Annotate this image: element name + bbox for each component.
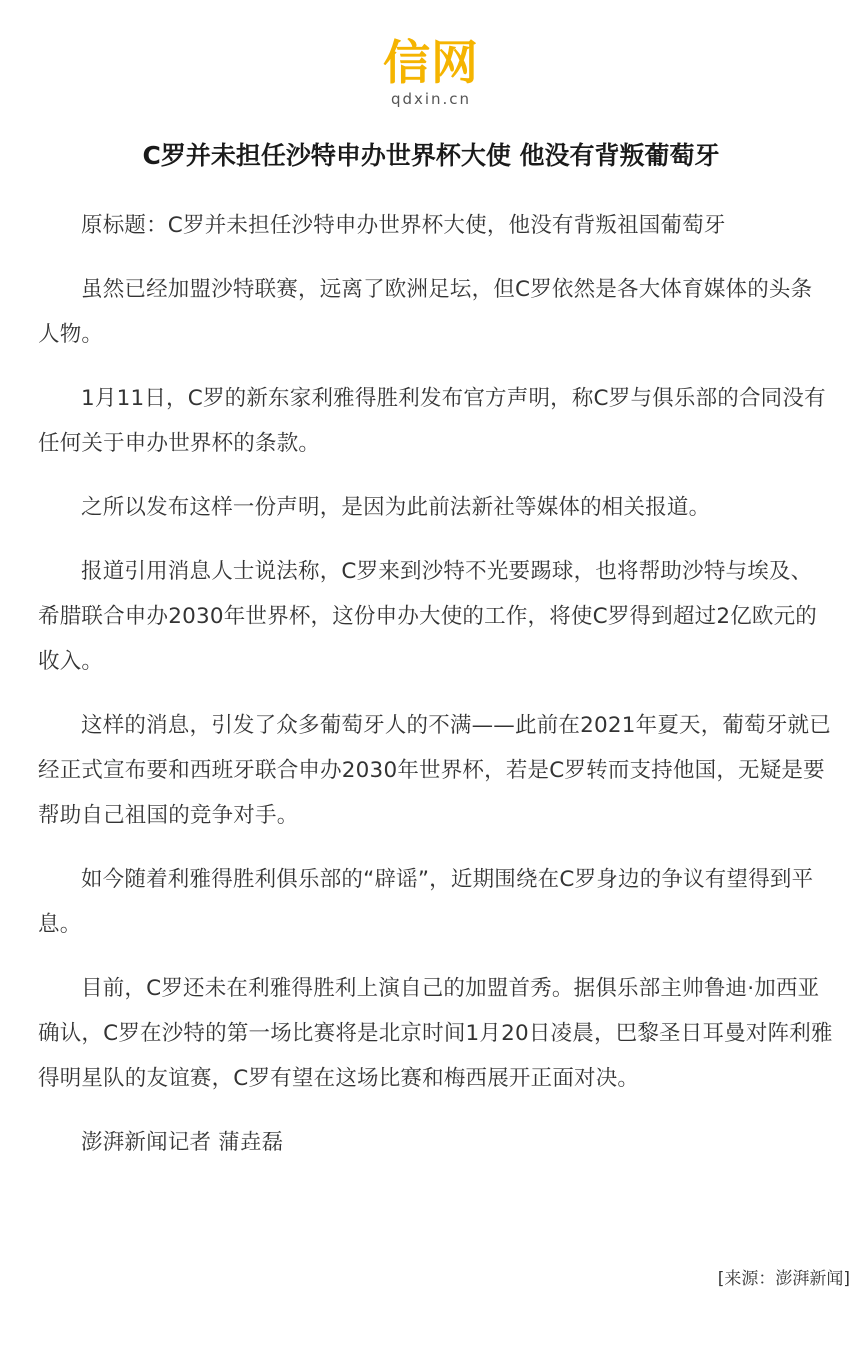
article-paragraph: 目前，C罗还未在利雅得胜利上演自己的加盟首秀。据俱乐部主帅鲁迪·加西亚确认，C罗在沙特的第一场比赛将是北京时间1月20日凌晨，巴黎圣日耳曼对阵利雅得明星队的友谊赛，C罗有望在这场比赛和梅西展开正面对决。 xyxy=(38,976,833,1091)
article-paragraph: 之所以发布这样一份声明，是因为此前法新社等媒体的相关报道。 xyxy=(81,495,711,520)
article-source: [来源：澎湃新闻] xyxy=(717,1269,850,1289)
site-logo[interactable] xyxy=(0,38,862,108)
article-headline: C罗并未担任沙特申办世界杯大使 他没有背叛葡萄牙 xyxy=(142,141,720,170)
logo-url: qdxin.cn xyxy=(390,90,472,108)
article-paragraph: 报道引用消息人士说法称，C罗来到沙特不光要踢球，也将帮助沙特与埃及、希腊联合申办2030年世界杯，这份申办大使的工作，将使C罗得到超过2亿欧元的收入。 xyxy=(38,559,818,674)
article-paragraph: 如今随着利雅得胜利俱乐部的“辟谣”，近期围绕在C罗身边的争议有望得到平息。 xyxy=(38,867,814,937)
article-paragraph: 虽然已经加盟沙特联赛，远离了欧洲足坛，但C罗依然是各大体育媒体的头条人物。 xyxy=(38,277,813,347)
original-title-paragraph: 原标题：C罗并未担任沙特申办世界杯大使，他没有背叛祖国葡萄牙 xyxy=(81,213,726,238)
article-paragraph: 1月11日，C罗的新东家利雅得胜利发布官方声明，称C罗与俱乐部的合同没有任何关于申办世界杯的条款。 xyxy=(38,386,826,456)
reporter-byline: 澎湃新闻记者 蒲垚磊 xyxy=(81,1130,284,1155)
article-body xyxy=(38,203,834,1184)
logo-mark: 信网 xyxy=(383,36,479,91)
article-paragraph: 这样的消息，引发了众多葡萄牙人的不满——此前在2021年夏天，葡萄牙就已经正式宣布要和西班牙联合申办2030年世界杯，若是C罗转而支持他国，无疑是要帮助自己祖国的竞争对手。 xyxy=(38,713,831,828)
